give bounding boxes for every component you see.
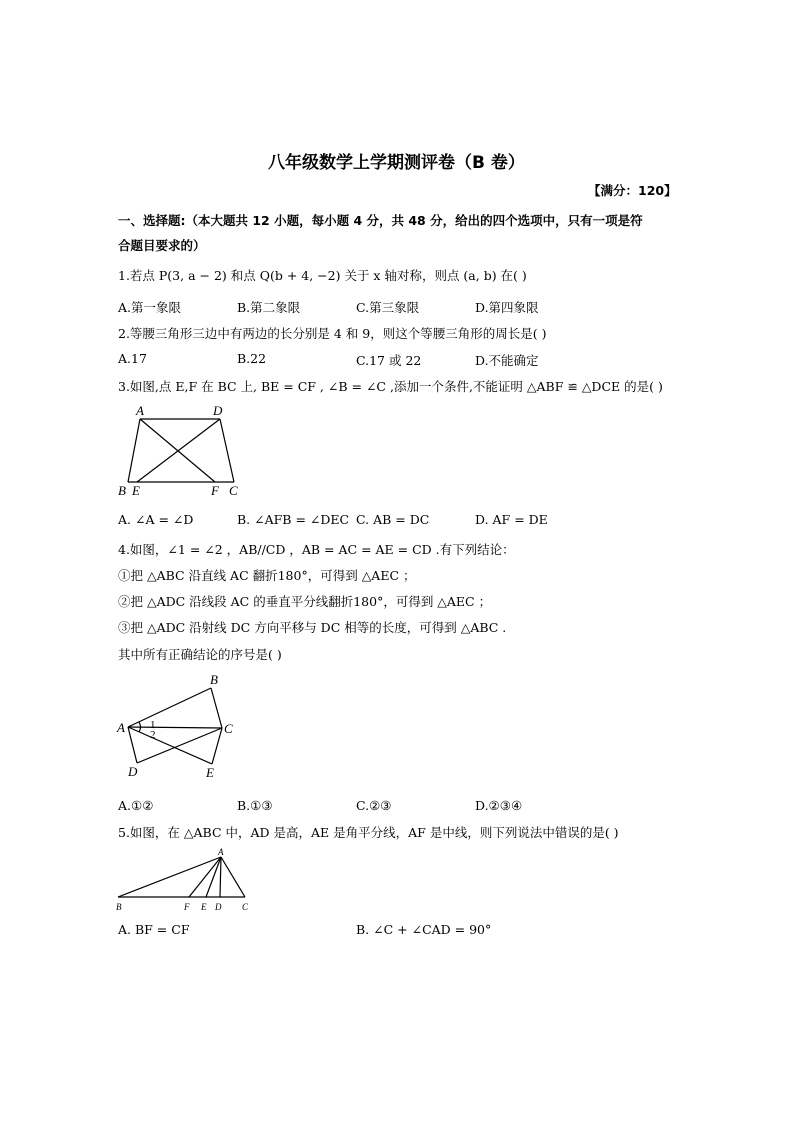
q5-figure (112, 845, 262, 915)
q3-label-f: F (211, 483, 219, 498)
q4-figure (112, 670, 252, 785)
q2-option-c: C.17 或 22 (356, 353, 422, 368)
question-3-stem: 3.如图,点 E,F 在 BC 上, BE = CF , ∠B = ∠C ,添加一个条件,不能证明 △ABF ≌ △DCE 的是( ) (118, 379, 663, 394)
q5-label-d: D (215, 902, 222, 912)
q1-option-c: C.第三象限 (356, 300, 420, 315)
q3-option-d: D. AF = DE (475, 512, 548, 527)
q3-label-b: B (118, 483, 126, 498)
q4-conclusion-1: ①把 △ABC 沿直线 AC 翻折180°，可得到 △AEC ； (118, 568, 416, 583)
q1-option-d: D.第四象限 (475, 300, 539, 315)
full-score: 【满分：120】 (588, 183, 677, 198)
q4-label-e: E (206, 765, 214, 780)
q3-option-b: B. ∠AFB = ∠DEC (237, 512, 350, 527)
q4-label-c: C (224, 721, 233, 736)
q4-option-b: B.①③ (237, 798, 273, 813)
q2-option-d: D.不能确定 (475, 353, 539, 368)
q5-option-b: B. ∠C + ∠CAD = 90° (356, 922, 492, 937)
question-5-stem: 5.如图，在 △ABC 中，AD 是高，AE 是角平分线，AF 是中线，则下列说法中错误的是( ) (118, 825, 619, 840)
q1-option-b: B.第二象限 (237, 300, 301, 315)
q3-label-a: A (136, 403, 144, 418)
section-heading-line2: 合题目要求的） (118, 238, 206, 253)
q5-label-b: B (116, 902, 122, 912)
q5-label-f: F (184, 902, 190, 912)
q3-option-c: C. AB = DC (356, 512, 430, 527)
q3-label-c: C (229, 483, 238, 498)
q3-label-e: E (132, 483, 140, 498)
q4-label-a: A (117, 720, 125, 735)
q4-label-angle-1: 1 (150, 719, 156, 731)
q4-conclusion-3: ③把 △ADC 沿射线 DC 方向平移与 DC 相等的长度，可得到 △ABC . (118, 620, 507, 635)
q5-label-e: E (201, 902, 207, 912)
q5-label-c: C (242, 902, 249, 912)
q3-label-d: D (213, 403, 223, 418)
q5-label-a: A (218, 847, 224, 857)
q2-option-a: A.17 (118, 351, 147, 366)
q4-label-angle-2: 2 (150, 729, 156, 741)
q4-option-a: A.①② (118, 798, 154, 813)
q2-option-b: B.22 (237, 351, 267, 366)
page-title: 八年级数学上学期测评卷（B 卷） (268, 153, 525, 173)
q5-option-a: A. BF = CF (118, 922, 190, 937)
q1-option-a: A.第一象限 (118, 300, 182, 315)
question-1-stem: 1.若点 P(3, a − 2) 和点 Q(b + 4, −2) 关于 x 轴对称，则点 (a, b) 在( ) (118, 268, 527, 283)
question-2-stem: 2.等腰三角形三边中有两边的长分别是 4 和 9，则这个等腰三角形的周长是( ) (118, 326, 547, 341)
q3-option-a: A. ∠A = ∠D (118, 512, 194, 527)
q4-conclusion-2: ②把 △ADC 沿线段 AC 的垂直平分线翻折180°，可得到 △AEC ； (118, 594, 492, 609)
q4-label-b: B (210, 672, 218, 687)
q3-figure (112, 400, 252, 500)
q4-option-d: D.②③④ (475, 798, 523, 813)
question-4-stem: 4.如图，∠1 = ∠2 ，AB//CD ，AB = AC = AE = CD .有下列结论： (118, 542, 515, 557)
q4-label-d: D (128, 764, 138, 779)
q4-prompt: 其中所有正确结论的序号是( ) (118, 647, 282, 662)
section-heading-line1: 一、选择题:（本大题共 12 小题，每小题 4 分，共 48 分，给出的四个选项中，只有一项是符 (118, 213, 643, 228)
q4-option-c: C.②③ (356, 798, 392, 813)
